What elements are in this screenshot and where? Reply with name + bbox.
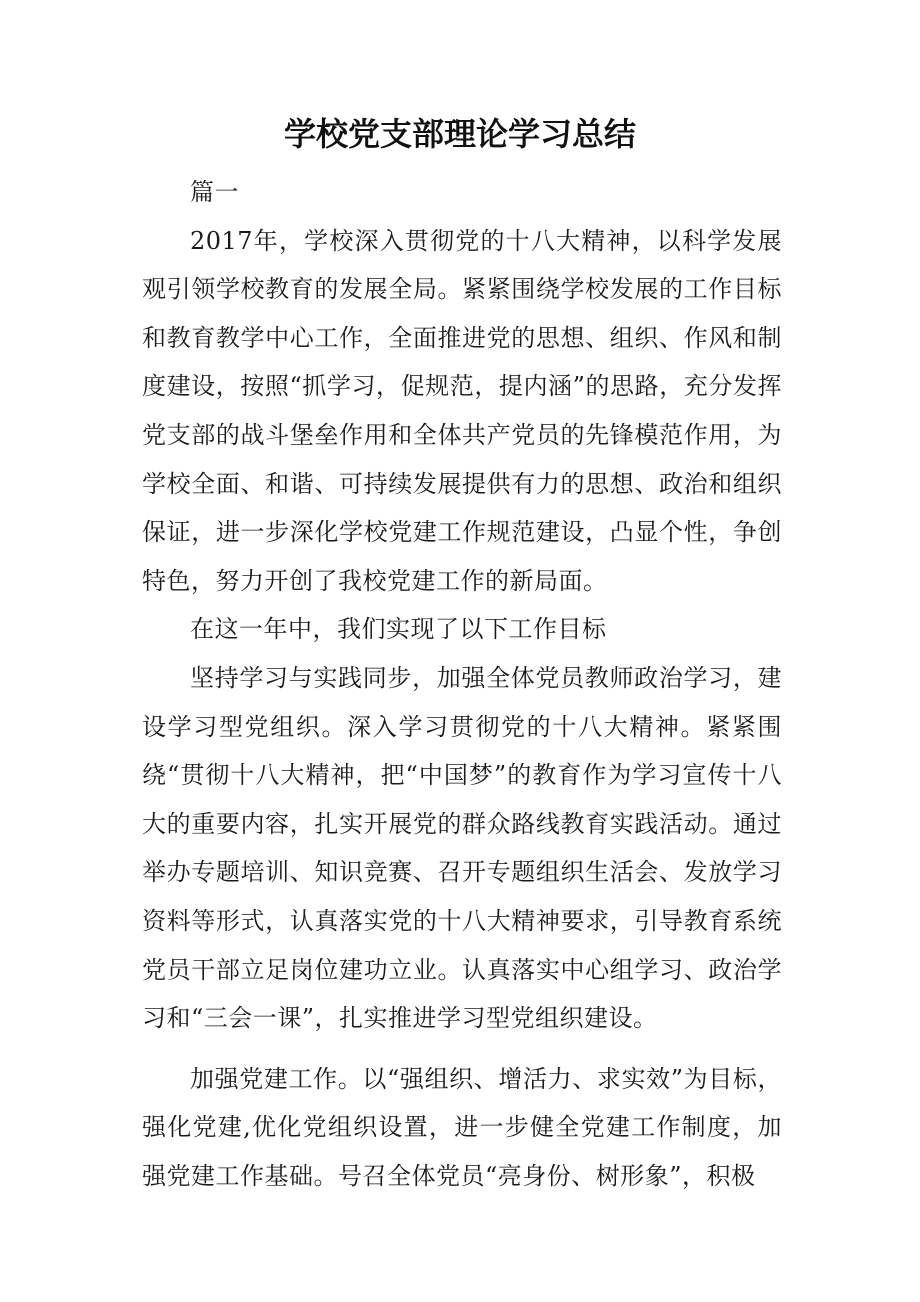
document-title: 学校党支部理论学习总结	[283, 115, 636, 153]
paragraph-goals-lead: 在这一年中，我们实现了以下工作目标	[190, 615, 607, 644]
paragraph-party-building: 加强党建工作。以“强组织、增活力、求实效”为目标，强化党建,优化党组织设置，进一步健全党建工作制度，加强党建工作基础。号召全体党员“亮身份、树形象”，积极	[142, 1064, 782, 1190]
document-body	[142, 168, 782, 1200]
section-heading: 篇一	[190, 178, 239, 206]
paragraph-study: 坚持学习与实践同步，加强全体党员教师政治学习，建设学习型党组织。深入学习贯彻党的十八大精神。紧紧围绕“贯彻十八大精神，把“中国梦”的教育作为学习宣传十八大的重要内容，扎实开展党的群众路线教育实践活动。通过举办专题培训、知识竞赛、召开专题组织生活会、发放学习资料等形式，认真落实党的十八大精神要求，引导教育系统党员干部立足岗位建功立业。认真落实中心组学习、政治学习和“三会一课”，扎实推进学习型党组织建设。	[142, 663, 782, 1033]
paragraph-intro: 2017年，学校深入贯彻党的十八大精神，以科学发展观引领学校教育的发展全局。紧紧围绕学校发展的工作目标和教育教学中心工作，全面推进党的思想、组织、作风和制度建设，按照“抓学习，促规范，提内涵”的思路，充分发挥党支部的战斗堡垒作用和全体共产党员的先锋模范作用，为学校全面、和谐、可持续发展提供有力的思想、政治和组织保证，进一步深化学校党建工作规范建设，凸显个性，争创特色，努力开创了我校党建工作的新局面。	[142, 226, 782, 595]
